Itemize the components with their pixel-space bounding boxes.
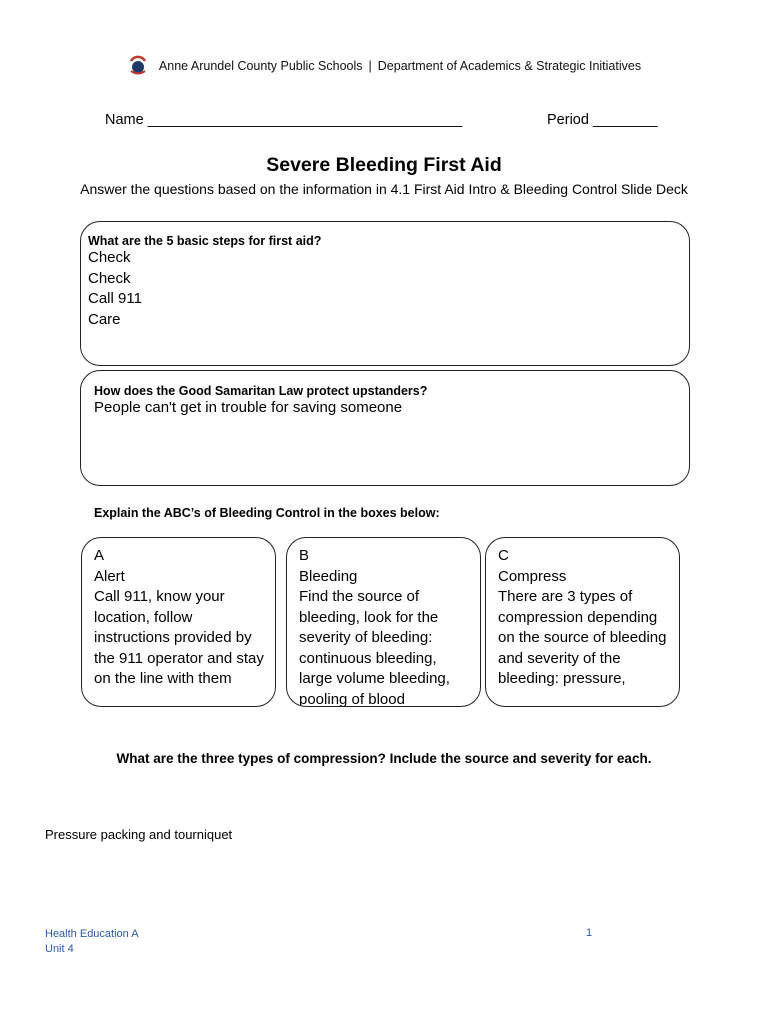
q3-answer[interactable]: Pressure packing and tourniquet	[45, 827, 233, 842]
q1-answer-line: Check	[88, 249, 131, 266]
abc-box-a[interactable]	[81, 537, 276, 707]
q1-answer-line: Call 911	[88, 290, 142, 307]
q2-question: How does the Good Samaritan Law protect upstanders?	[94, 384, 428, 398]
abc-text: There are 3 types of compression depending on the source of bleeding and severity of the bleeding: pressure,	[498, 588, 667, 687]
name-label: Name	[105, 112, 144, 128]
q1-answer-list	[88, 248, 683, 330]
footer-course-info	[45, 927, 139, 957]
school-logo-icon	[127, 55, 149, 77]
department-name: Department of Academics & Strategic Initiatives	[377, 59, 642, 73]
abc-text: Call 911, know your location, follow instructions provided by the 911 operator and stay on the line with them	[94, 588, 264, 687]
page-number: 1	[586, 927, 593, 939]
name-field[interactable]	[105, 112, 462, 128]
q3-question: What are the three types of compression? Include the source and severity for each.	[116, 751, 652, 766]
page-title: Severe Bleeding First Aid	[266, 154, 502, 176]
abc-box-c[interactable]	[485, 537, 680, 707]
q2-box[interactable]	[80, 370, 690, 486]
q1-box[interactable]	[80, 221, 690, 366]
page-subtitle: Answer the questions based on the information in 4.1 First Aid Intro & Bleeding Control Slide Deck	[80, 181, 688, 197]
abc-letter: A	[94, 547, 105, 564]
abc-word: Alert	[94, 567, 125, 585]
footer-unit: Unit 4	[45, 943, 74, 955]
abc-word: Compress	[498, 567, 567, 585]
abc-text: Find the source of bleeding, look for the severity of bleeding: continuous bleeding, large volume bleeding, pooling of blood	[299, 588, 450, 707]
q1-question: What are the 5 basic steps for first aid?	[88, 234, 322, 248]
period-field[interactable]	[547, 112, 657, 128]
q1-answer-line: Check	[88, 269, 131, 287]
abc-letter: C	[498, 547, 509, 564]
footer-course: Health Education A	[45, 928, 139, 940]
document-header	[0, 55, 768, 77]
abc-word: Bleeding	[299, 567, 358, 585]
org-name: Anne Arundel County Public Schools	[158, 59, 363, 73]
q2-answer: People can't get in trouble for saving someone	[94, 399, 403, 416]
header-separator: |	[368, 59, 372, 73]
abc-prompt: Explain the ABC’s of Bleeding Control in the boxes below:	[94, 506, 440, 520]
name-blank[interactable]: _______________________________________	[147, 112, 463, 128]
abc-letter: B	[299, 547, 310, 564]
q1-answer-line: Care	[88, 310, 121, 328]
abc-box-b[interactable]	[286, 537, 481, 707]
period-label: Period	[547, 112, 589, 128]
period-blank[interactable]: ________	[592, 112, 658, 128]
